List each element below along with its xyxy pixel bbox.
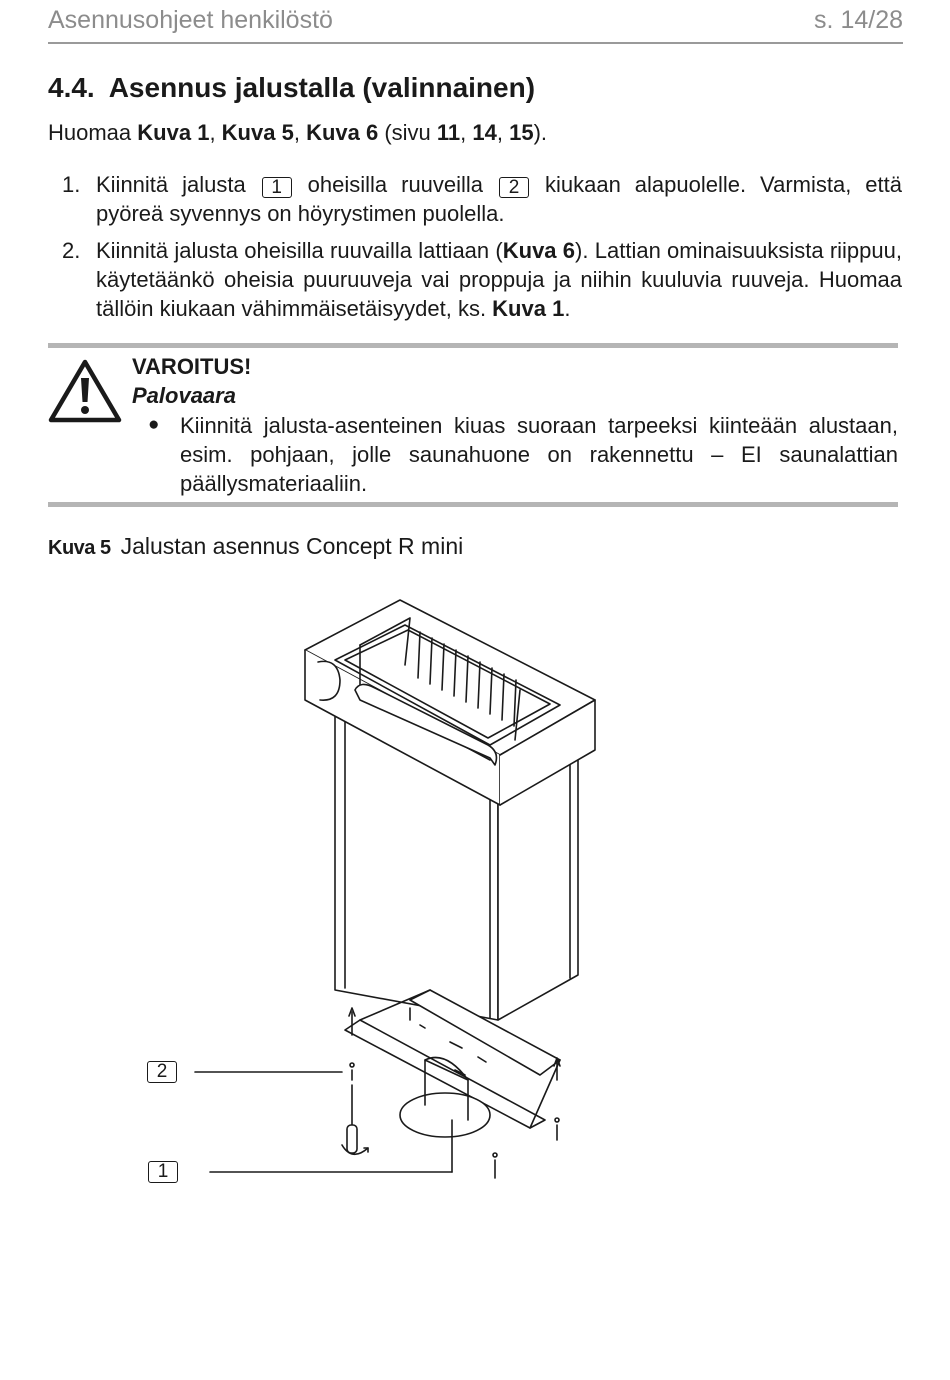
step-number: 1.	[62, 172, 81, 197]
step-text: kiukaan alapuolelle. Varmista, että pyöreä syvennys on höyrystimen puolella.	[96, 172, 902, 226]
header-title: Asennusohjeet henkilöstö	[48, 6, 333, 34]
page-number: s. 14/28	[814, 6, 903, 34]
heater-stand-illustration	[0, 580, 950, 1220]
figure-ref-link[interactable]: Kuva 1	[492, 296, 565, 321]
step-text: ). Lattian ominaisuuksista riippuu, käytetäänkö oheisia puuruuveja vai proppuja ja niihin kuuluvia ruuveja. Huomaa tällöin kiukaan vähimmäisetäisyydet, ks.	[96, 238, 902, 321]
section-title-text: Asennus jalustalla (valinnainen)	[108, 72, 536, 103]
step-text: .	[564, 296, 571, 321]
page-ref-link[interactable]: 15	[509, 120, 534, 145]
warning-triangle-icon	[48, 358, 122, 424]
callout-ref-box: 2	[499, 177, 529, 198]
callout-ref-box: 1	[262, 177, 292, 198]
step-number: 2.	[62, 238, 81, 263]
step-list	[62, 170, 902, 331]
bullet-icon: ●	[148, 414, 160, 435]
section-title	[48, 72, 535, 104]
intro-separator: ,	[209, 120, 222, 145]
page-ref-link[interactable]: 14	[472, 120, 497, 145]
figure-ref-link[interactable]: Kuva 6	[306, 120, 379, 145]
page-ref-link[interactable]: 11	[436, 120, 461, 145]
section-number: 4.4.	[48, 72, 95, 103]
intro-separator: ,	[460, 120, 473, 145]
intro-separator: ,	[293, 120, 307, 145]
figure-ref-link[interactable]: Kuva 1	[137, 120, 210, 145]
step-item	[62, 236, 902, 323]
warning-text: Kiinnitä jalusta-asenteinen kiuas suoraan tarpeeksi kiinteään alustaan, esim. pohjaan, jolle saunahuone on rakennettu – EI saunalattian päällysmateriaaliin.	[180, 413, 898, 496]
figure-ref-link[interactable]: Kuva 5	[221, 120, 294, 145]
step-text: oheisilla ruuveilla	[293, 172, 498, 197]
intro-prefix: Huomaa	[48, 120, 138, 145]
figure-caption	[48, 533, 463, 560]
page-header	[48, 4, 903, 44]
step-text: Kiinnitä jalusta	[96, 172, 260, 197]
heater-drawing	[0, 580, 950, 1220]
intro-paragraph	[48, 120, 547, 146]
figure-ref-link[interactable]: Kuva 6	[502, 238, 576, 263]
figure-label: Kuva 5	[48, 537, 111, 559]
figure-caption-text: Jalustan asennus Concept R mini	[120, 533, 464, 559]
callout-label-2: 2	[147, 1061, 177, 1083]
callout-label-1: 1	[148, 1161, 178, 1183]
warning-heading: VAROITUS!	[132, 354, 252, 379]
intro-mid: (sivu	[378, 120, 437, 145]
warning-box	[48, 343, 898, 507]
intro-separator: ,	[496, 120, 510, 145]
step-item	[62, 170, 902, 228]
step-text: Kiinnitä jalusta oheisilla ruuvailla lattiaan (	[96, 238, 503, 263]
warning-subheading: Palovaara	[132, 383, 236, 408]
intro-suffix: ).	[533, 120, 548, 145]
